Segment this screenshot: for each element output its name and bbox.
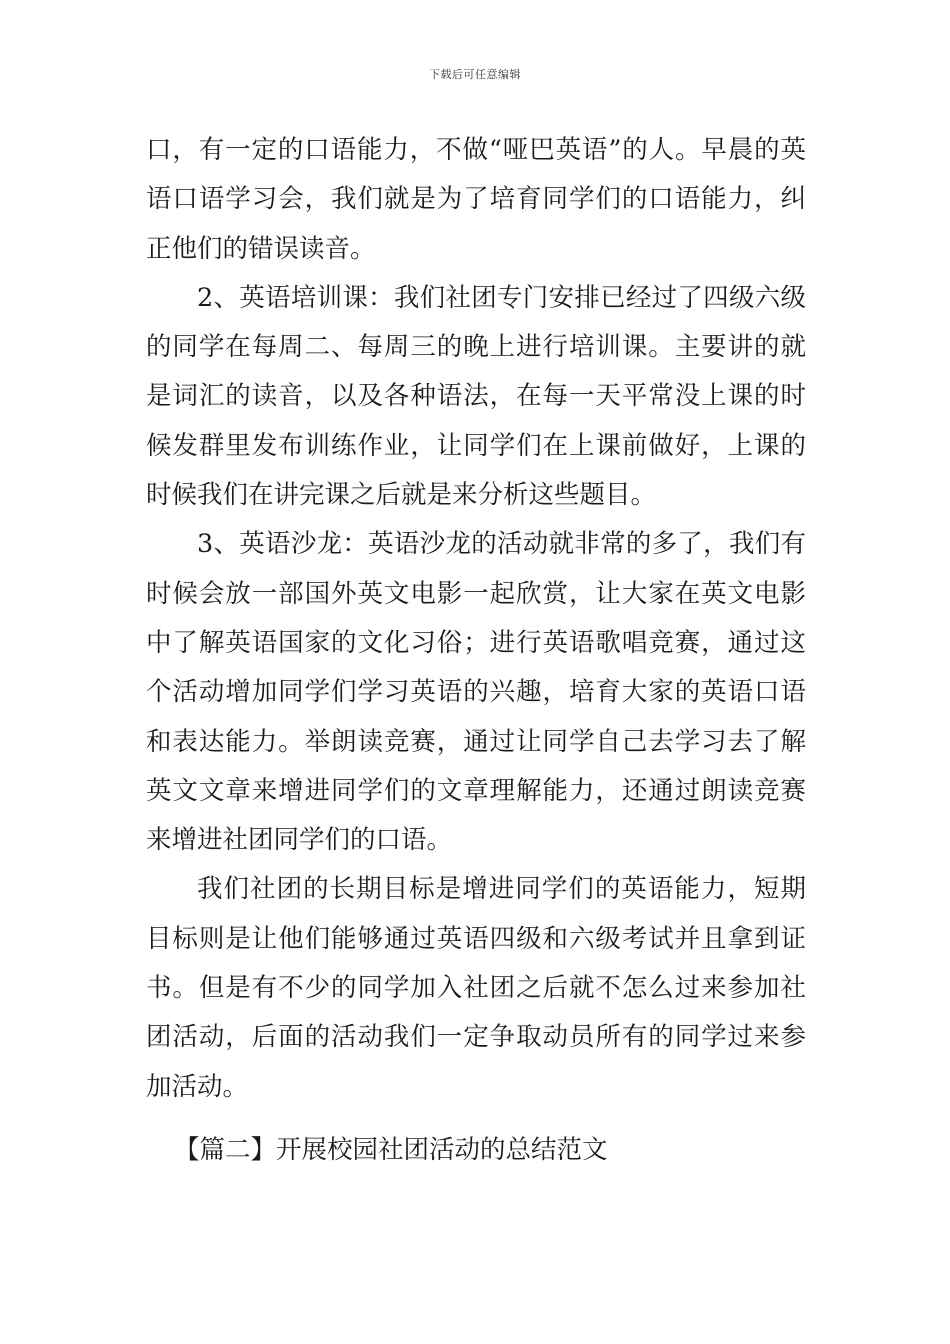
page-header: 下载后可任意编辑 [429, 68, 521, 81]
paragraph-3: 3、英语沙龙：英语沙龙的活动就非常的多了，我们有时候会放一部国外英文电影一起欣赏，让大家在英文电影中了解英语国家的文化习俗；进行英语歌唱竞赛，通过这个活动增加同学们学习英语的兴趣，培育大家的英语口语和表达能力。举朗读竞赛，通过让同学自己去学习去了解英文文章来增进同学们的文章理解能力，还通过朗读竞赛来增进社团同学们的口语。 [146, 529, 806, 856]
paragraph-4: 我们社团的长期目标是增进同学们的英语能力，短期目标则是让他们能够通过英语四级和六级考试并且拿到证书。但是有不少的同学加入社团之后就不怎么过来参加社团活动，后面的活动我们一定争取动员所有的同学过来参加活动。 [146, 874, 806, 1102]
document-body [146, 126, 806, 1175]
paragraph-1: 口，有一定的口语能力，不做“哑巴英语”的人。早晨的英语口语学习会，我们就是为了培育同学们的口语能力，纠正他们的错误读音。 [146, 135, 806, 264]
section-heading: 【篇二】开展校园社团活动的总结范文 [174, 1134, 608, 1165]
paragraph-2: 2、英语培训课：我们社团专门安排已经过了四级六级的同学在每周二、每周三的晚上进行培训课。主要讲的就是词汇的读音，以及各种语法，在每一天平常没上课的时候发群里发布训练作业，让同学们在上课前做好，上课的时候我们在讲完课之后就是来分析这些题目。 [146, 282, 806, 511]
